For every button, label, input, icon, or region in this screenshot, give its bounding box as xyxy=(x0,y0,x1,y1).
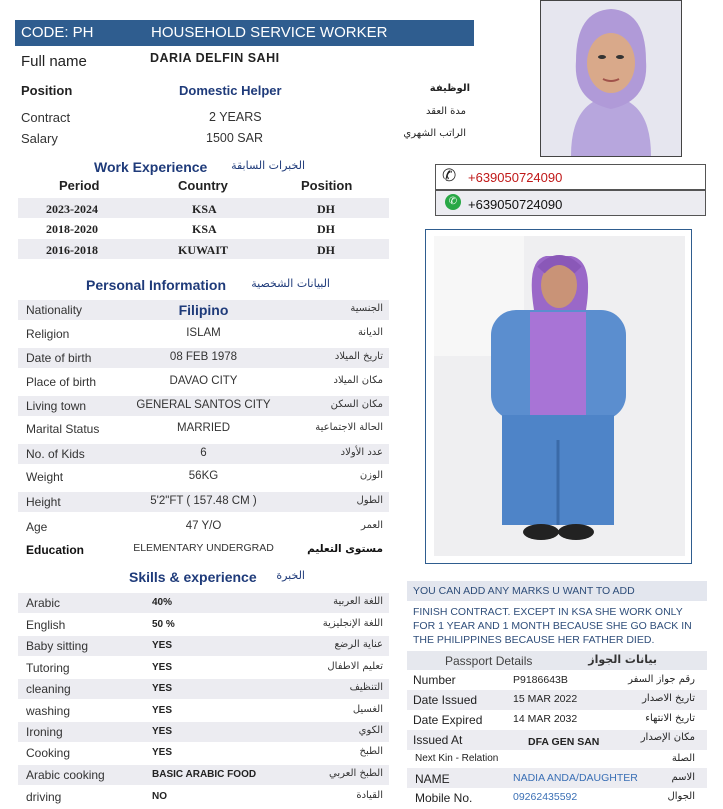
birthplace-ar: مكان الميلاد xyxy=(333,375,383,386)
height-ar: الطول xyxy=(356,495,383,506)
height-label: Height xyxy=(26,495,61,509)
skill-ar: عناية الرضع xyxy=(334,639,383,650)
skill-value: NO xyxy=(152,791,167,802)
skills-title-ar: الخبرة xyxy=(276,569,305,582)
skill-label: driving xyxy=(26,790,62,804)
dob-label: Date of birth xyxy=(26,351,92,365)
skill-row xyxy=(18,658,389,678)
education-label: Education xyxy=(26,543,85,557)
passport-value: DFA GEN SAN xyxy=(528,736,600,748)
birthplace-label: Place of birth xyxy=(26,375,97,389)
work-country: KUWAIT xyxy=(178,243,229,257)
skill-row xyxy=(18,701,389,721)
skill-ar: اللغة الإنجليزية xyxy=(322,618,383,629)
phone-box xyxy=(435,164,706,190)
fullbody-photo xyxy=(425,229,692,564)
skill-value: 40% xyxy=(152,597,173,608)
passport-row xyxy=(407,730,707,750)
kids-label: No. of Kids xyxy=(26,447,85,461)
weight-ar: الوزن xyxy=(359,470,383,481)
weight-value: 56KG xyxy=(188,470,219,482)
work-row xyxy=(18,218,389,238)
skill-value: YES xyxy=(152,726,173,737)
dob-ar: تاريخ الميلاد xyxy=(334,351,383,362)
passport-header xyxy=(407,651,707,670)
contract-value: 2 YEARS xyxy=(209,110,262,124)
passport-value: 14 MAR 2032 xyxy=(513,713,578,725)
religion-label: Religion xyxy=(26,327,70,341)
remarks-text: FINISH CONTRACT. EXCEPT IN KSA SHE WORK ONLY FOR 1 YEAR AND 1 MONTH BECAUSE SHE GO BACK IN THE PHILIPPINES BECAUSE HER FATHER DIED. xyxy=(413,606,692,646)
personal-row-religion xyxy=(18,324,389,344)
personal-info-title: Personal Information xyxy=(86,277,227,293)
passport-row xyxy=(407,710,707,730)
portrait-photo-illustration xyxy=(541,1,681,156)
skill-ar: الطبخ xyxy=(359,746,383,757)
birthplace-value: DAVAO CITY xyxy=(169,375,238,387)
living-town-ar: مكان السكن xyxy=(330,399,383,410)
passport-ar: تاريخ الانتهاء xyxy=(645,713,695,724)
skill-label: Arabic cooking xyxy=(26,768,105,782)
passport-label: Date Expired xyxy=(413,713,483,727)
skill-label: Tutoring xyxy=(26,661,70,675)
skill-row xyxy=(18,765,389,785)
skill-row xyxy=(18,787,389,807)
personal-row-weight xyxy=(18,467,389,487)
kin-label: Mobile No. xyxy=(415,791,473,805)
age-value: 47 Y/O xyxy=(185,520,222,532)
skill-value: YES xyxy=(152,662,173,673)
kin-header xyxy=(407,751,707,768)
skill-ar: الكوي xyxy=(358,725,383,736)
dob-value: 08 FEB 1978 xyxy=(169,351,238,363)
skill-ar: الطبخ العربي xyxy=(329,768,383,779)
skill-value: YES xyxy=(152,747,173,758)
education-ar: مستوى التعليم xyxy=(307,543,383,555)
age-ar: العمر xyxy=(361,520,383,531)
kids-ar: عدد الأولاد xyxy=(340,447,383,458)
skills-title: Skills & experience xyxy=(129,569,257,585)
phone-number[interactable]: +639050724090 xyxy=(468,170,563,185)
skill-ar: الغسيل xyxy=(352,704,383,715)
kin-ar: الجوال xyxy=(667,791,695,802)
skill-value: BASIC ARABIC FOOD xyxy=(152,769,257,780)
position-label: Position xyxy=(21,83,73,98)
portrait-photo xyxy=(540,0,682,157)
living-town-value: GENERAL SANTOS CITY xyxy=(136,399,271,411)
kin-title-ar: الصلة xyxy=(671,753,695,764)
passport-ar: رقم جواز السفر xyxy=(628,674,695,685)
salary-label: Salary xyxy=(21,131,58,146)
passport-label: Number xyxy=(413,673,456,687)
religion-value: ISLAM xyxy=(186,327,221,339)
nationality-value: Filipino xyxy=(178,302,229,318)
personal-row-education xyxy=(18,540,389,560)
skill-value: YES xyxy=(152,640,173,651)
passport-ar: مكان الإصدار xyxy=(640,732,695,743)
marital-label: Marital Status xyxy=(26,422,100,436)
passport-row xyxy=(407,671,707,690)
salary-ar: الراتب الشهري xyxy=(403,128,466,139)
skill-label: Ironing xyxy=(26,725,63,739)
kin-title: Next Kin - Relation xyxy=(415,753,499,764)
work-position: DH xyxy=(317,243,335,257)
skill-row xyxy=(18,593,389,613)
living-town-label: Living town xyxy=(26,399,87,413)
nationality-label: Nationality xyxy=(26,303,83,317)
personal-row-marital xyxy=(18,419,389,439)
skill-label: Cooking xyxy=(26,746,71,760)
passport-ar: تاريخ الاصدار xyxy=(642,693,695,704)
fullname-label: Full name xyxy=(21,53,87,70)
fullbody-photo-illustration xyxy=(426,230,691,563)
work-position: DH xyxy=(317,202,335,216)
nationality-ar: الجنسية xyxy=(350,303,383,314)
personal-info-title-ar: البيانات الشخصية xyxy=(251,277,330,290)
personal-row-nationality xyxy=(18,300,389,320)
skill-ar: تعليم الاطفال xyxy=(327,661,383,672)
skill-row xyxy=(18,743,389,763)
kin-value[interactable]: 09262435592 xyxy=(513,791,578,803)
skill-ar: التنظيف xyxy=(349,682,383,693)
work-period: 2016-2018 xyxy=(46,243,98,257)
passport-title-ar: بيانات الجواز xyxy=(588,653,657,666)
religion-ar: الديانة xyxy=(357,327,383,338)
whatsapp-icon: ✆ xyxy=(445,194,461,210)
personal-row-height xyxy=(18,492,389,512)
work-header-period: Period xyxy=(59,178,100,193)
whatsapp-number[interactable]: +639050724090 xyxy=(468,197,563,212)
work-row xyxy=(18,198,389,218)
marital-ar: الحالة الاجتماعية xyxy=(315,422,383,433)
personal-row-living-town xyxy=(18,396,389,416)
skill-label: Arabic xyxy=(26,596,61,610)
marital-value: MARRIED xyxy=(176,422,231,434)
salary-value: 1500 SAR xyxy=(206,131,263,145)
passport-label: Issued At xyxy=(413,733,463,747)
remarks-header-text: YOU CAN ADD ANY MARKS U WANT TO ADD xyxy=(413,585,635,597)
position-ar: الوظيفة xyxy=(429,83,470,94)
passport-value: 15 MAR 2022 xyxy=(513,693,578,705)
kin-label: NAME xyxy=(415,772,450,786)
skill-label: English xyxy=(26,618,66,632)
education-value: ELEMENTARY UNDERGRAD xyxy=(133,542,274,554)
skill-ar: اللغة العربية xyxy=(333,596,383,607)
passport-title: Passport Details xyxy=(445,654,533,668)
work-position: DH xyxy=(317,222,335,236)
work-country: KSA xyxy=(192,222,217,236)
work-experience-title-ar: الخبرات السابقة xyxy=(231,159,305,172)
work-experience-title: Work Experience xyxy=(94,159,208,175)
contract-ar: مدة العقد xyxy=(426,106,466,117)
work-header-position: Position xyxy=(301,178,353,193)
position-value: Domestic Helper xyxy=(179,83,282,98)
passport-label: Date Issued xyxy=(413,693,478,707)
work-period: 2018-2020 xyxy=(46,222,98,236)
contract-label: Contract xyxy=(21,110,71,125)
work-row xyxy=(18,239,389,259)
skill-row xyxy=(18,615,389,635)
skill-row xyxy=(18,679,389,699)
kin-value: NADIA ANDA/DAUGHTER xyxy=(513,772,638,784)
skill-value: YES xyxy=(152,683,173,694)
personal-row-birthplace xyxy=(18,372,389,392)
fullname-value: DARIA DELFIN SAHI xyxy=(150,51,280,65)
personal-row-kids xyxy=(18,444,389,464)
kin-ar: الاسم xyxy=(671,772,695,783)
worker-code: CODE: PH xyxy=(21,24,94,41)
skill-ar: القيادة xyxy=(356,790,383,801)
weight-label: Weight xyxy=(26,470,64,484)
remarks-header xyxy=(407,581,707,601)
height-value: 5'2"FT ( 157.48 CM ) xyxy=(150,495,257,507)
header-bar xyxy=(15,20,474,46)
kin-row xyxy=(407,768,707,788)
skill-label: Baby sitting xyxy=(26,639,89,653)
personal-row-age xyxy=(18,517,389,537)
work-period: 2023-2024 xyxy=(46,202,98,216)
personal-row-dob xyxy=(18,348,389,368)
work-country: KSA xyxy=(192,202,217,216)
kids-value: 6 xyxy=(200,447,207,459)
passport-row xyxy=(407,690,707,710)
age-label: Age xyxy=(26,520,48,534)
skill-label: washing xyxy=(26,704,71,718)
work-header-country: Country xyxy=(178,178,228,193)
skill-value: YES xyxy=(152,705,173,716)
skill-label: cleaning xyxy=(26,682,71,696)
skill-row xyxy=(18,722,389,742)
phone-icon: ✆ xyxy=(442,166,457,185)
kin-row xyxy=(407,788,707,808)
header-title: HOUSEHOLD SERVICE WORKER xyxy=(151,24,388,41)
skill-value: 50 % xyxy=(152,619,175,630)
passport-value: P9186643B xyxy=(513,674,568,686)
skill-row xyxy=(18,636,389,656)
whatsapp-box xyxy=(435,190,706,216)
